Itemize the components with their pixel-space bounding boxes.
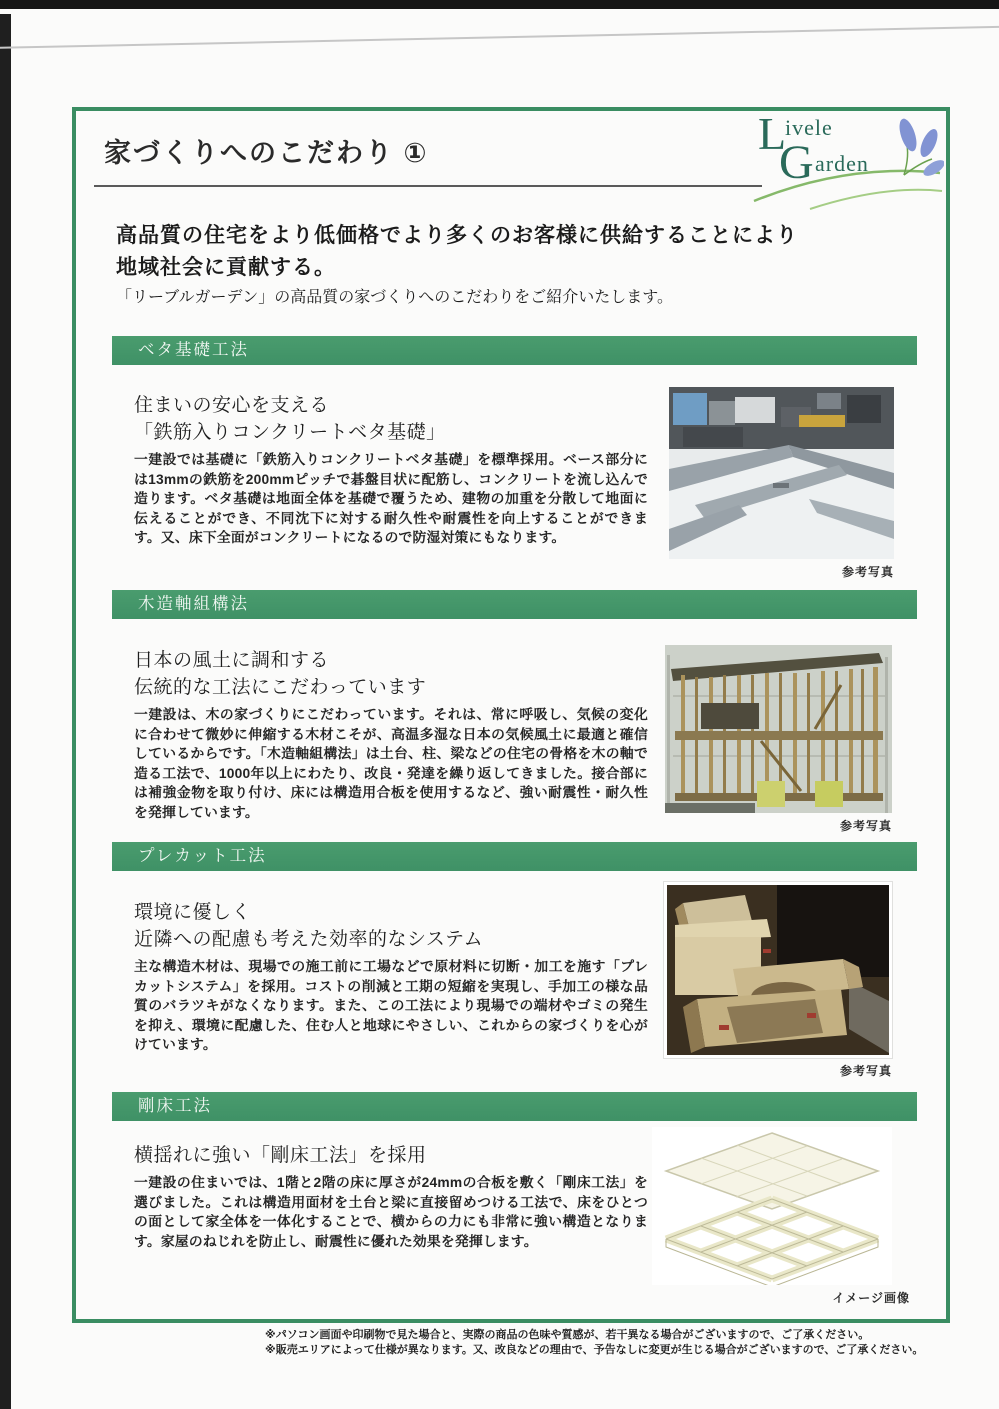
footer-note-1: ※パソコン画面や印刷物で見た場合と、実際の商品の色味や質感が、若干異なる場合がございますので、ご了承ください。 (265, 1329, 870, 1341)
logo-text-arden: arden (815, 151, 869, 176)
section-rigid-floor-text (134, 1142, 648, 1251)
page-title: 家づくりへのこだわり ① (104, 138, 429, 168)
section-body: 主な構造木材は、現場での施工前に工場などで原材料に切断・加工を施す「プレカットシステム」を採用。コストの削減と工期の短縮を実現し、手加工の様な品質のバラツキがなくなります。また、この工法により現場での端材やゴミの発生を抑え、環境に配慮した、住む人と地球にやさしい、これからの家づくりを心がけています。 (134, 959, 648, 1053)
section-subtitle: 日本の風土に調和する (134, 650, 330, 671)
section-header-precut (112, 842, 917, 871)
section-header-label: 木造軸組構法 (138, 595, 249, 613)
section-header-label: ベタ基礎工法 (138, 341, 249, 359)
section-header-timber-frame (112, 590, 917, 619)
timber-frame-photo-image (665, 645, 892, 813)
footer-disclaimers (265, 1328, 923, 1357)
timber-frame-photo (665, 645, 892, 834)
intro-line-2: 地域社会に貢献する。 (116, 255, 336, 279)
section-subtitle: 住まいの安心を支える (134, 395, 330, 416)
footer-note-2: ※販売エリアによって仕様が異なります。又、改良などの理由で、予告なしに変更が生じる場合がございますので、ご了承ください。 (265, 1343, 924, 1356)
section-header-rigid-floor (112, 1092, 917, 1121)
title-underline (94, 185, 762, 187)
section-body: 一建設は、木の家づくりにこだわっています。それは、常に呼吸し、気候の変化に合わせて微妙に伸縮する木材こそが、高温多湿な日本の気候風土に最適と確信しているからです。「木造軸組構法」は土台、柱、梁などの住宅の骨格を木の軸で造る工法で、1000年以上にわたり、改良・発達を繰り返してきました。接合部には補強金物を取り付け、床には構造用合板を使用するなど、強い耐震性・耐久性を発揮しています。 (134, 707, 648, 820)
section-subtitle: 近隣への配慮も考えた効率的なシステム (134, 929, 484, 950)
content-frame (72, 107, 950, 1323)
livele-garden-logo (752, 108, 944, 213)
logo-letter-l: L (758, 108, 787, 159)
photo-caption: 参考写真 (841, 565, 894, 579)
section-header-label: プレカット工法 (138, 847, 267, 865)
section-header-foundation (112, 336, 917, 365)
section-body: 一建設の住まいでは、1階と2階の床に厚さが24mmの合板を敷く「剛床工法」を選びました。これは構造用面材を土台と梁に直接留めつける工法で、床をひとつの面として家全体を一体化することで、横からの力にも非常に強い構造となります。家屋のねじれを防止し、耐震性に優れた効果を発揮します。 (134, 1175, 648, 1249)
foundation-photo (669, 387, 894, 580)
precut-lumber-photo-image (664, 882, 892, 1058)
section-body: 一建設では基礎に「鉄筋入りコンクリートベタ基礎」を標準採用。ベース部分には13mmの鉄筋を200mmピッチで碁盤目状に配筋し、コンクリートを流し込んで造ります。ベタ基礎は地面全体を基礎で覆うため、建物の加重を分散して地面に伝えることができ、不同沈下に対する耐久性や耐震性を向上することができます。又、床下全面がコンクリートになるので防湿対策にもなります。 (134, 452, 648, 546)
intro-statement (116, 219, 798, 283)
scan-edge-left (0, 14, 11, 1409)
section-header-label: 剛床工法 (138, 1097, 212, 1115)
scan-artifact-line (0, 25, 999, 49)
section-subtitle: 環境に優しく (134, 902, 252, 923)
photo-caption: 参考写真 (839, 1064, 892, 1078)
rigid-floor-illustration-image (652, 1127, 892, 1285)
precut-lumber-photo (664, 882, 892, 1079)
section-subtitle: 「鉄筋入りコンクリートベタ基礎」 (134, 422, 446, 443)
logo-letter-g: G (779, 136, 814, 189)
logo-text-ivele: ivele (785, 115, 833, 140)
intro-note: 「リーブルガーデン」の高品質の家づくりへのこだわりをご紹介いたします。 (116, 289, 673, 306)
illustration-caption: イメージ画像 (832, 1291, 910, 1305)
section-subtitle: 横揺れに強い「剛床工法」を採用 (134, 1145, 427, 1166)
scan-edge-top (0, 0, 999, 9)
rigid-floor-illustration (652, 1127, 910, 1306)
photo-caption: 参考写真 (839, 819, 892, 833)
foundation-photo-image (669, 387, 894, 559)
section-foundation-text (134, 392, 648, 548)
intro-line-1: 高品質の住宅をより低価格でより多くのお客様に供給することにより (116, 223, 798, 247)
section-timber-frame-text (134, 647, 648, 823)
section-subtitle: 伝統的な工法にこだわっています (134, 677, 427, 698)
section-precut-text (134, 899, 648, 1055)
